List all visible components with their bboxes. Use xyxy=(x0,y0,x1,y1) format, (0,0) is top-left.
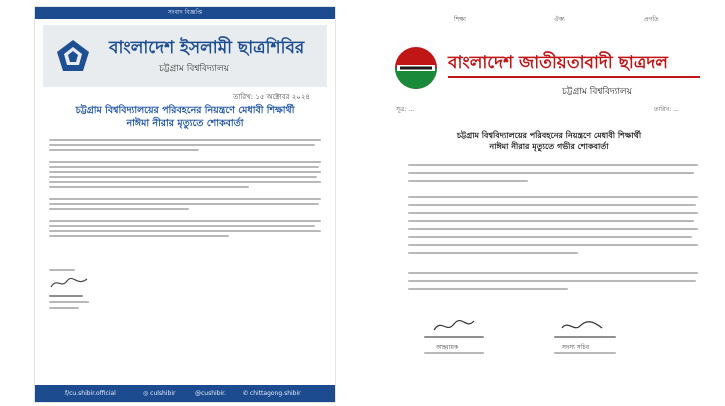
left-heading-line-1: চট্টগ্রাম বিশ্ববিদ্যালয়ের পরিবহনের নিয়ন্ত্রণে মেধাবী শিক্ষার্থী xyxy=(75,105,295,116)
left-organization-name: বাংলাদেশ ইসলামী ছাত্রশিবির xyxy=(109,38,305,58)
right-header-tag-1: শিক্ষা xyxy=(454,16,466,23)
right-date: তারিখ: ... xyxy=(654,106,679,113)
right-unit-name: চট্টগ্রাম বিশ্ববিদ্যালয় xyxy=(562,87,633,97)
footer-twitter: @cushibir. xyxy=(195,390,226,397)
left-letterhead xyxy=(43,25,327,87)
left-date: তারিখ: ১৫ অক্টোবর ২০২৪ xyxy=(233,93,310,101)
right-heading-line-1: চট্টগ্রাম বিশ্ববিদ্যালয়ের পরিবহনের নিয়ন্ত্রণে মেধাবী শিক্ষার্থী xyxy=(456,131,642,140)
right-organization-name: বাংলাদেশ জাতীয়তাবাদী ছাত্রদল xyxy=(448,53,668,73)
left-unit-name: চট্টগ্রাম বিশ্ববিদ্যালয় xyxy=(159,64,230,74)
footer-instagram: ◎ culshibir xyxy=(143,390,176,397)
right-header-tag-3: প্রগতি xyxy=(644,16,659,23)
right-reference: সূত্র: ... xyxy=(396,106,415,113)
right-signatory-2-title: সদস্য সচিব xyxy=(562,344,589,351)
pentagon-emblem-icon xyxy=(55,38,91,74)
right-press-release xyxy=(384,6,714,376)
right-signatory-1-title: আহ্বায়ক xyxy=(436,344,459,351)
left-top-bar xyxy=(35,7,335,19)
footer-facebook: f/cu.shibir.official xyxy=(65,390,116,397)
left-press-release xyxy=(34,6,336,403)
right-header-tag-2: ঐক্য xyxy=(554,16,565,23)
left-footer-bar xyxy=(35,385,335,402)
right-header-rule xyxy=(448,76,700,78)
red-green-circle-emblem-icon xyxy=(394,46,438,90)
left-top-bar-text: সংবাদ বিজ্ঞপ্তি xyxy=(167,9,203,16)
right-heading-line-2: নাঈমা নীরার মৃত্যুতে গভীর শোকবার্তা xyxy=(489,142,609,151)
signature-icon xyxy=(560,318,604,334)
left-heading-line-2: নাঈমা নীরার মৃত্যুতে শোকবার্তা xyxy=(126,118,244,129)
footer-contact: ✆ chittagong.shibir xyxy=(243,390,301,397)
signature-icon xyxy=(49,275,89,291)
signature-icon xyxy=(432,318,476,334)
